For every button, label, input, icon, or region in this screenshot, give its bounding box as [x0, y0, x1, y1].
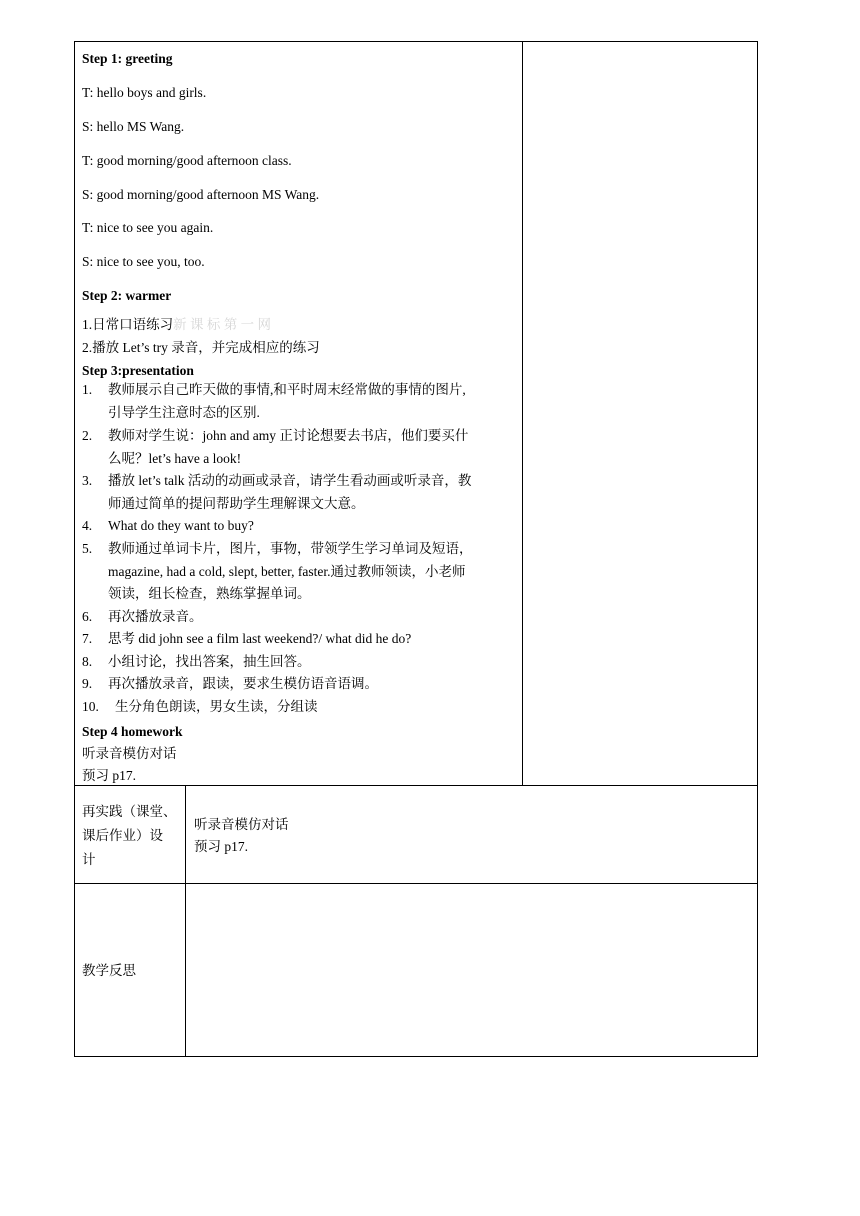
list-item-line: 播放 let’s talk 活动的动画或录音，请学生看动画或听录音，教 [108, 473, 472, 488]
list-item-line: 教师对学生说：john and amy 正讨论想要去书店，他们要买什 [108, 428, 469, 443]
table-border-bottom [74, 1056, 758, 1057]
list-number: 1. [82, 382, 93, 397]
table-border-left [74, 41, 75, 1057]
step3-heading: Step 3:presentation [82, 363, 194, 378]
practice-label-line: 再实践（课堂、 [82, 804, 177, 819]
list-item-line: 再次播放录音，跟读，要求生模仿语音语调。 [108, 676, 378, 691]
list-item-line: 再次播放录音。 [108, 609, 203, 624]
list-number: 4. [82, 518, 93, 533]
reflection-label: 教学反思 [82, 963, 136, 978]
list-item-line: 么呢？let’s have a look! [108, 451, 242, 466]
list-number: 5. [82, 541, 93, 556]
list-item-line: 生分角色朗读，男女生读，分组读 [115, 699, 318, 714]
step1-line: S: hello MS Wang. [82, 119, 185, 134]
column-divider-bottom [185, 785, 186, 1057]
step1-heading: Step 1: greeting [82, 51, 173, 66]
list-item-line: 思考 did john see a film last weekend?/ what did he do? [108, 631, 412, 646]
list-number: 10. [82, 699, 99, 714]
row-divider-2 [74, 883, 758, 884]
list-number: 9. [82, 676, 93, 691]
list-item-line: 引导学生注意时态的区别. [108, 405, 260, 420]
step2-line-1 [82, 316, 271, 334]
list-number: 6. [82, 609, 93, 624]
practice-content-line: 预习 p17. [194, 839, 248, 854]
list-number: 3. [82, 473, 93, 488]
column-divider-top [522, 41, 523, 786]
list-item-line: What do they want to buy? [108, 518, 254, 533]
step2-line-2: 2.播放 Let’s try 录音，并完成相应的练习 [82, 340, 320, 355]
practice-label-line: 计 [82, 852, 96, 867]
list-item-line: 教师展示自己昨天做的事情,和平时周末经常做的事情的图片, [108, 382, 466, 397]
watermark-text: 新 课 标 第 一 网 [173, 317, 271, 332]
list-item-line: 师通过简单的提问帮助学生理解课文大意。 [108, 496, 365, 511]
step1-line: S: good morning/good afternoon MS Wang. [82, 187, 320, 202]
list-item-line: 领读，组长检查，熟练掌握单词。 [108, 586, 311, 601]
practice-content-line: 听录音模仿对话 [194, 817, 289, 832]
list-number: 2. [82, 428, 93, 443]
step4-line: 听录音模仿对话 [82, 746, 177, 761]
step1-line: T: good morning/good afternoon class. [82, 153, 292, 168]
step1-line: T: nice to see you again. [82, 220, 214, 235]
row-divider-1 [74, 785, 758, 786]
practice-label-line: 课后作业）设 [82, 828, 163, 843]
step2-line-1-text: 1.日常口语练习 [82, 317, 174, 332]
step2-heading: Step 2: warmer [82, 288, 172, 303]
list-item-line: 小组讨论，找出答案，抽生回答。 [108, 654, 311, 669]
step4-heading: Step 4 homework [82, 724, 183, 739]
list-item-line: magazine, had a cold, slept, better, faster.通过教师领读，小老师 [108, 564, 466, 579]
step1-line: S: nice to see you, too. [82, 254, 205, 269]
list-number: 8. [82, 654, 93, 669]
table-border-right [757, 41, 758, 1057]
step1-line: T: hello boys and girls. [82, 85, 207, 100]
table-border-top [74, 41, 758, 42]
list-number: 7. [82, 631, 93, 646]
list-item-line: 教师通过单词卡片，图片，事物，带领学生学习单词及短语， [108, 541, 473, 556]
step4-line: 预习 p17. [82, 768, 136, 783]
